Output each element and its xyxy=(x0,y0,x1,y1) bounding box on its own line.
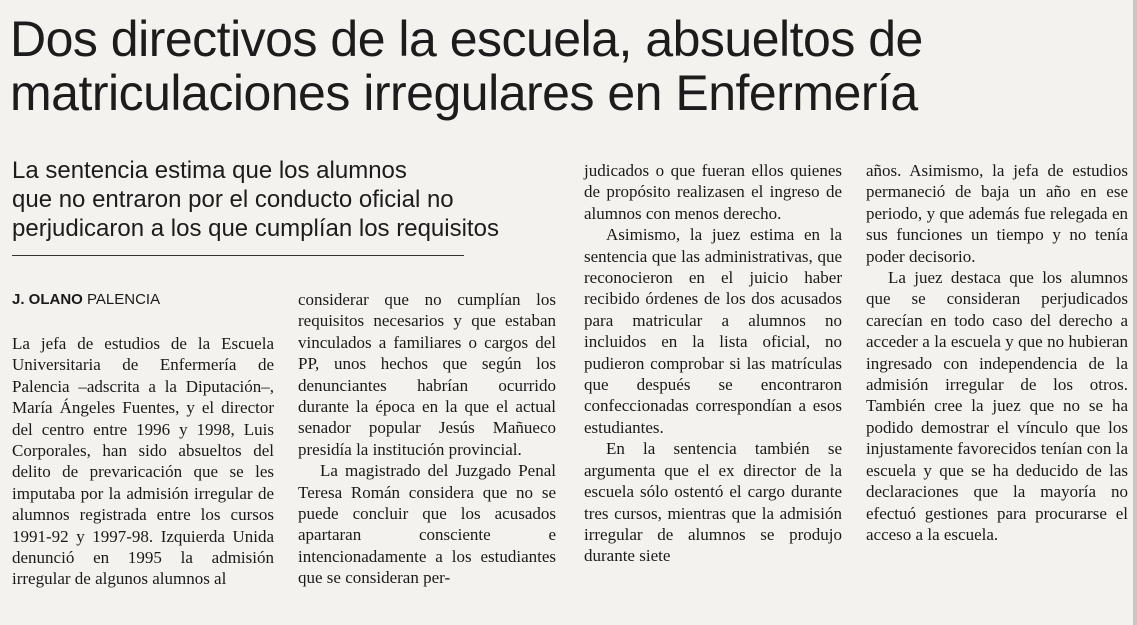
paragraph: Asimismo, la juez estima en la sentencia que las administrativas, que reconocieron en el juicio haber recibido órdenes de los dos acusados para matricular a alumnos no incluidos en la lista oficial, no pudieron comprobar si las matrículas que después se encontraron confeccionadas correspondían a esos estudiantes. xyxy=(584,225,842,437)
subheadline-line-1: La sentencia estima que los alumnos xyxy=(12,157,407,184)
subheadline-line-2: que no entraron por el conducto oficial no xyxy=(12,186,454,213)
byline-location: PALENCIA xyxy=(87,291,161,308)
subheadline xyxy=(12,156,572,243)
paragraph: En la sentencia también se argumenta que el ex director de la escuela sólo ostentó el cargo durante tres cursos, mientras que la admisión irregular de alumnos se produjo durante siete xyxy=(584,439,842,566)
subheadline-divider xyxy=(12,255,464,256)
byline-author: J. OLANO xyxy=(12,291,83,308)
headline-line-1: Dos directivos de la escuela, absueltos de xyxy=(10,11,923,67)
article-column-4 xyxy=(866,160,1128,545)
subheadline-line-3: perjudicaron a los que cumplían los requisitos xyxy=(12,215,499,242)
headline xyxy=(10,12,1120,120)
paragraph: La magistrado del Juzgado Penal Teresa Román considera que no se puede concluir que los acusados apartaran consciente e intencionadamente a los estudiantes que se consideran per- xyxy=(298,461,556,588)
paragraph: considerar que no cumplían los requisitos necesarios y que estaban vinculados a familiares o cargos del PP, unos hechos que según los denunciantes habrían ocurrido durante la época en la que el actual senador popular Jesús Mañueco presidía la institución provincial. xyxy=(298,290,556,459)
article-column-2 xyxy=(298,289,556,589)
article-column-1 xyxy=(12,333,274,590)
byline xyxy=(12,291,282,308)
paragraph: La juez destaca que los alumnos que se consideran perjudicados carecían en todo caso del derecho a acceder a la escuela y que no hubieran ingresado con independencia de la admisión irregular de los otros. También cree la juez que no se ha podido demostrar el vínculo que los injustamente favorecidos tenían con la escuela y que se ha deducido de las declaraciones que la mayoría no efectuó gestiones para procurarse el acceso a la escuela. xyxy=(866,268,1128,544)
article-column-3 xyxy=(584,160,842,567)
headline-line-2: matriculaciones irregulares en Enfermería xyxy=(10,65,918,121)
page-edge xyxy=(1133,0,1137,625)
paragraph: judicados o que fueran ellos quienes de propósito realizasen el ingreso de alumnos con menos derecho. xyxy=(584,161,842,223)
paragraph: años. Asimismo, la jefa de estudios permaneció de baja un año en ese periodo, y que además fue relegada en sus funciones un tiempo y no tenía poder decisorio. xyxy=(866,161,1128,266)
paragraph: La jefa de estudios de la Escuela Universitaria de Enfermería de Palencia –adscrita a la Diputación–, María Ángeles Fuentes, y el director del centro entre 1996 y 1998, Luis Corporales, han sido absueltos del delito de prevaricación que se les imputaba por la admisión irregular de alumnos registrada entre los cursos 1991-92 y 1997-98. Izquierda Unida denunció en 1995 la admisión irregular de algunos alumnos al xyxy=(12,334,274,589)
